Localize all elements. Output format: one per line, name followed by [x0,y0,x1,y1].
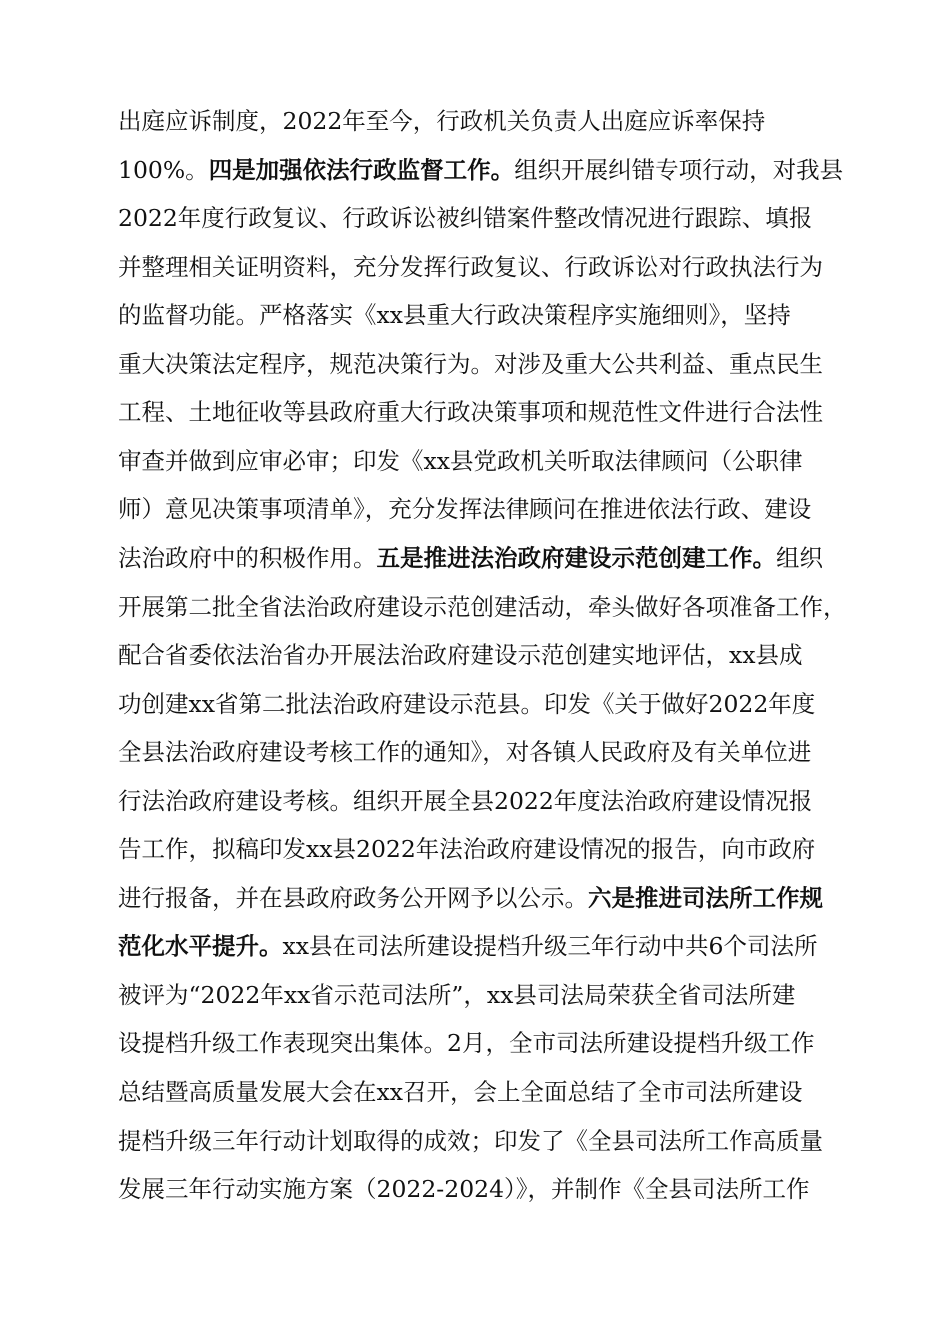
text-segment: 被评为“2022年xx省示范司法所”，xx县司法局荣获全省司法所建 [118,980,796,1009]
text-line [118,101,878,141]
text-segment: 2022年度行政复议、行政诉讼被纠错案件整改情况进行跟踪、填报 [118,204,813,233]
bold-heading-segment: 六是推进司法所工作规 [588,883,823,912]
text-line [118,635,878,675]
text-segment: 功创建xx省第二批法治政府建设示范县。印发《关于做好2022年度 [118,689,816,718]
text-line [118,150,878,190]
text-line [118,489,878,529]
text-line [118,344,878,384]
text-line [118,587,878,627]
text-segment: 出庭应诉制度，2022年至今，行政机关负责人出庭应诉率保持 [118,107,766,135]
text-segment: 组织开展纠错专项行动，对我县 [514,155,844,184]
text-line [118,538,878,578]
text-segment: 审查并做到应审必审；印发《xx县党政机关听取法律顾问（公职律 [118,446,803,475]
text-line [118,732,878,772]
bold-heading-segment: 范化水平提升。 [118,932,283,961]
text-line [118,247,878,287]
text-segment: 100%。 [118,155,209,184]
bold-heading-segment: 五是推进法治政府建设示范创建工作。 [376,543,776,572]
text-segment: 行法治政府建设考核。组织开展全县2022年度法治政府建设情况报 [118,786,813,815]
text-segment: 工程、土地征收等县政府重大行政决策事项和规范性文件进行合法性 [118,398,823,427]
text-line [118,975,878,1015]
text-segment: 组织 [776,543,823,572]
text-segment: 全县法治政府建设考核工作的通知》，对各镇人民政府及有关单位进 [118,738,812,767]
text-line [118,392,878,432]
text-segment: 总结暨高质量发展大会在xx召开，会上全面总结了全市司法所建设 [118,1078,803,1106]
text-segment: 设提档升级工作表现突出集体。2月，全市司法所建设提档升级工作 [118,1029,815,1058]
text-line [118,829,878,869]
text-line [118,878,878,918]
text-line [118,926,878,966]
text-line [118,1072,878,1112]
text-segment: xx县在司法所建设提档升级三年行动中共6个司法所 [282,932,818,961]
text-segment: 提档升级三年行动计划取得的成效；印发了《全县司法所工作高质量 [118,1126,823,1155]
text-line [118,1169,878,1209]
text-segment: 配合省委依法治省办开展法治政府建设示范创建实地评估，xx县成 [118,641,803,670]
text-segment: 发展三年行动实施方案（2022-2024）》，并制作《全县司法所工作 [118,1175,810,1204]
text-line [118,198,878,238]
bold-heading-segment: 四是加强依法行政监督工作。 [208,155,515,184]
text-line [118,295,878,335]
text-segment: 法治政府中的积极作用。 [118,543,377,572]
text-segment: 开展第二批全省法治政府建设示范创建活动，牵头做好各项准备工作， [118,592,847,621]
text-segment: 重大决策法定程序，规范决策行为。对涉及重大公共利益、重点民生 [118,349,823,378]
text-segment: 告工作，拟稿印发xx县2022年法治政府建设情况的报告，向市政府 [118,835,816,864]
text-line [118,781,878,821]
text-line [118,684,878,724]
text-segment: 并整理相关证明资料，充分发挥行政复议、行政诉讼对行政执法行为 [118,252,823,281]
text-line [118,1121,878,1161]
text-segment: 师）意见决策事项清单》，充分发挥法律顾问在推进依法行政、建设 [118,495,812,524]
text-line [118,1023,878,1063]
text-segment: 进行报备，并在县政府政务公开网予以公示。 [118,883,588,912]
text-line [118,441,878,481]
text-segment: 的监督功能。严格落实《xx县重大行政决策程序实施细则》，坚持 [118,301,791,330]
